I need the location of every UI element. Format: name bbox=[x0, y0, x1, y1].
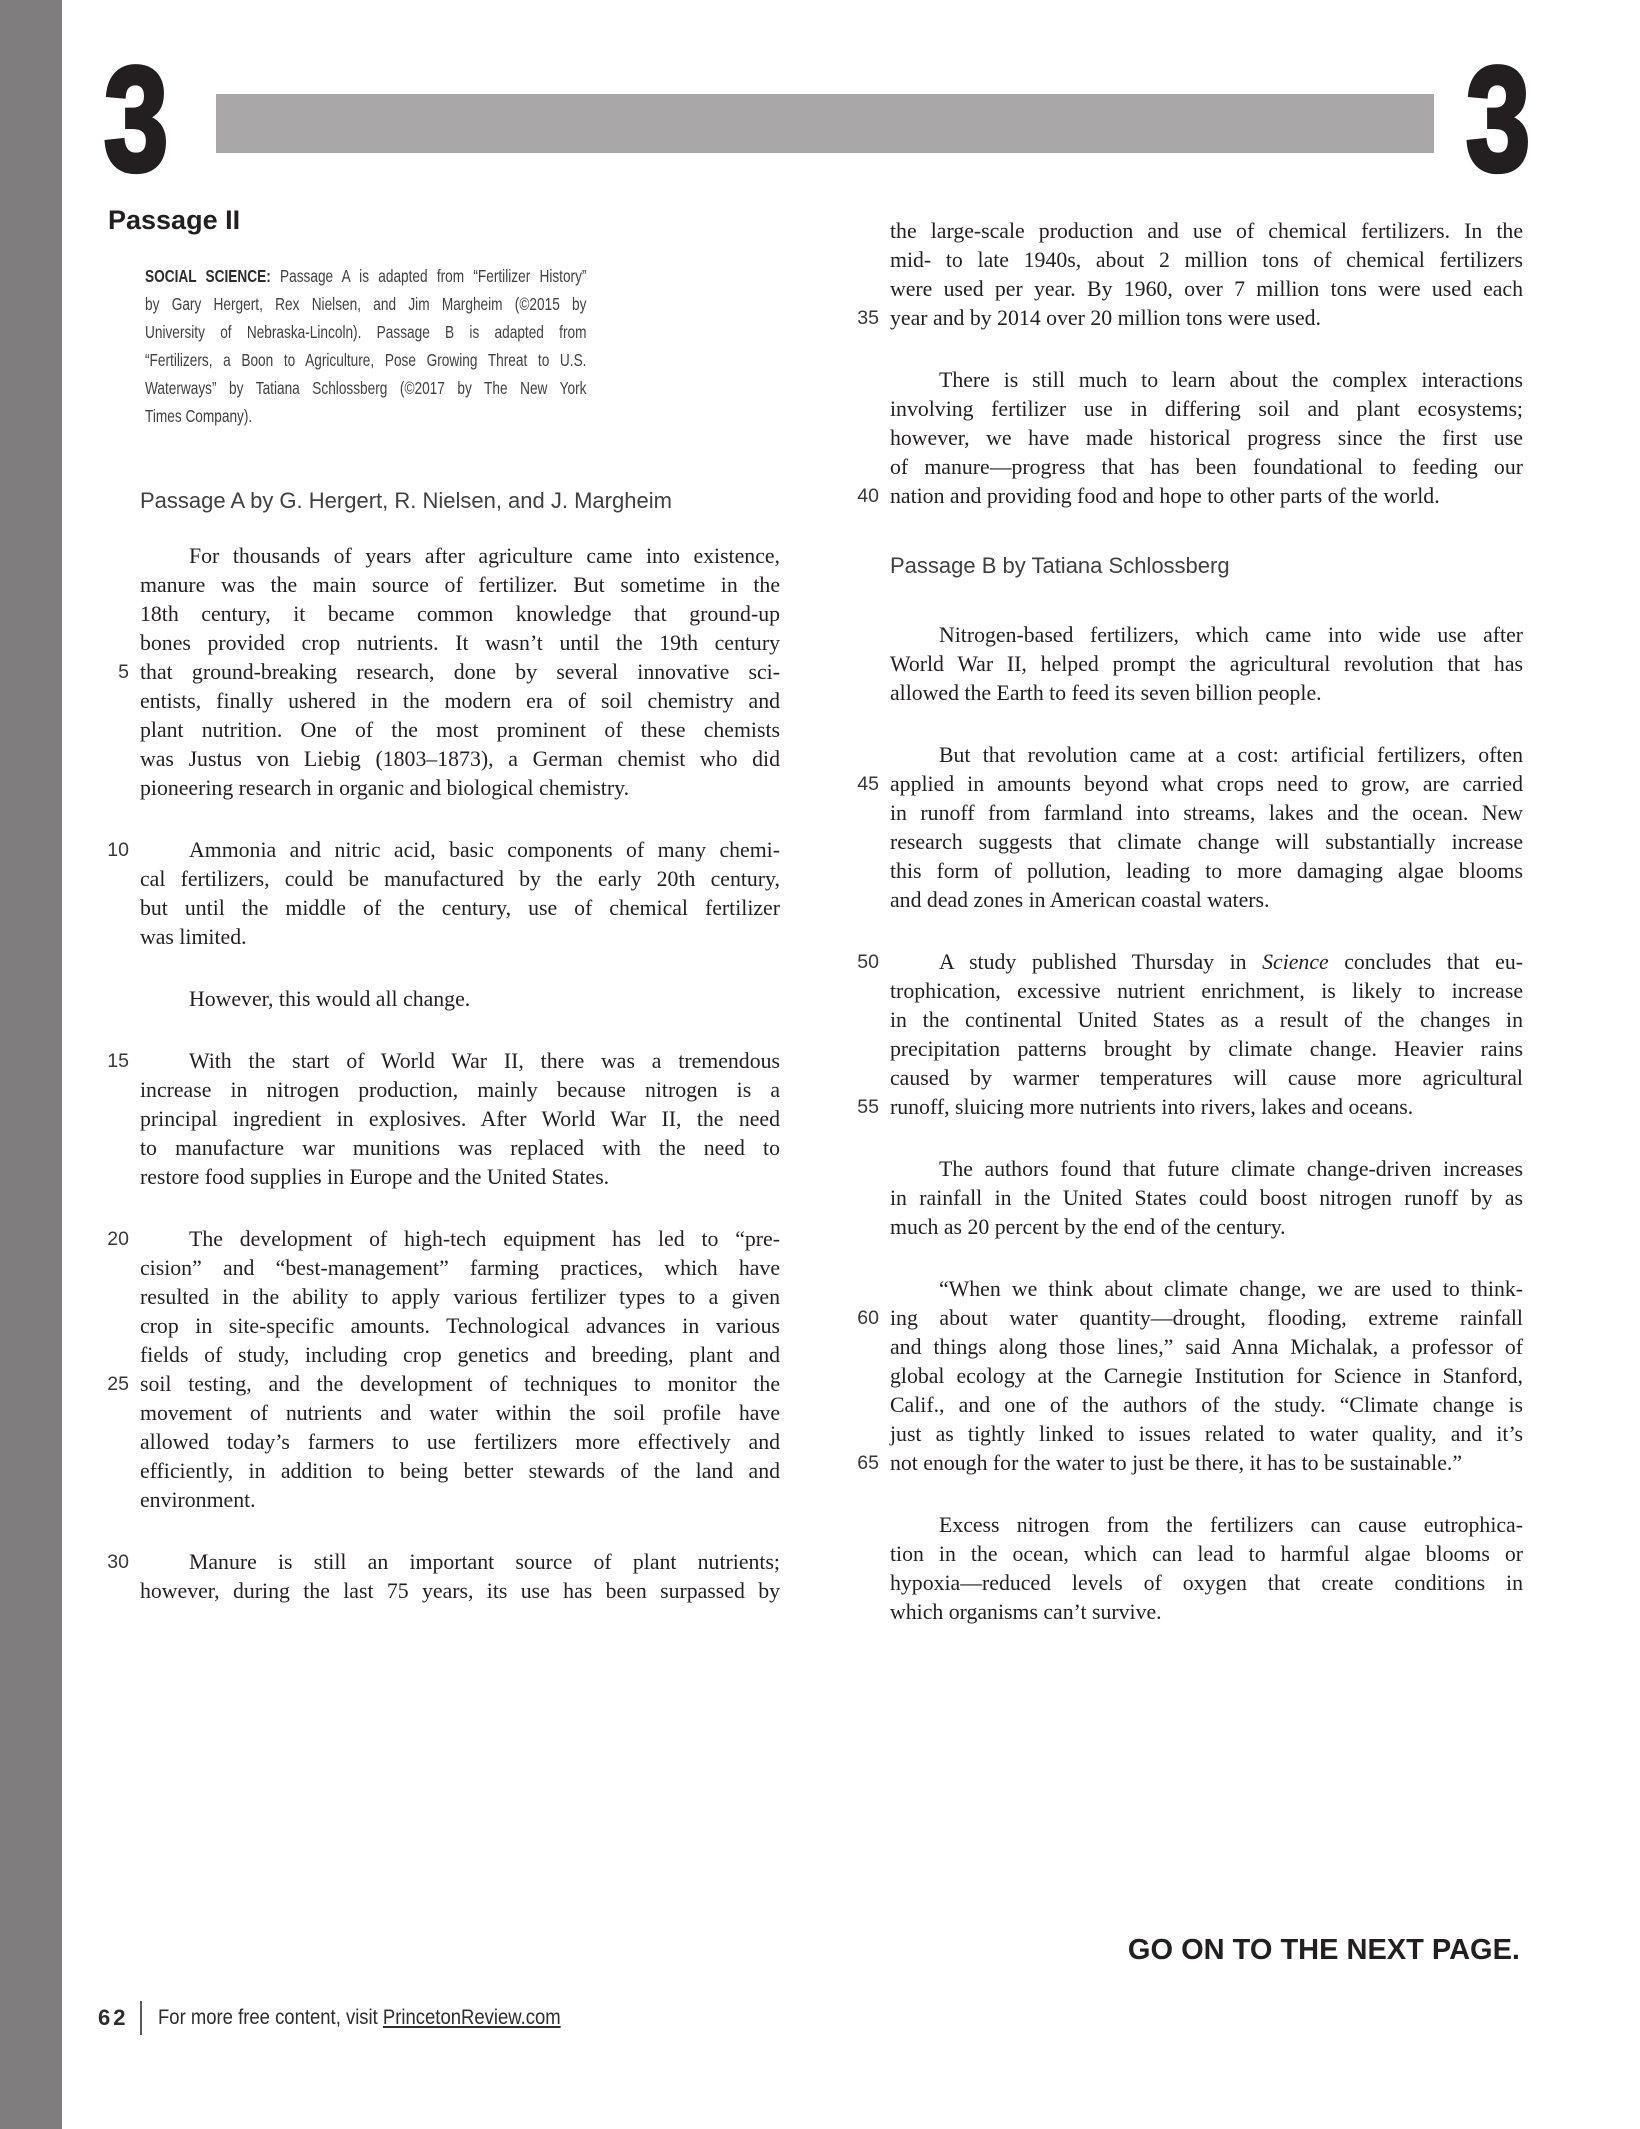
line-number: 5 bbox=[118, 661, 129, 683]
go-on-instruction: GO ON TO THE NEXT PAGE. bbox=[1127, 1934, 1520, 1966]
passage-line: resulted in the ability to apply various fertilizer types to a given bbox=[140, 1285, 780, 1309]
passage-line: However, this would all change. bbox=[189, 987, 471, 1011]
passage-line: bones provided crop nutrients. It wasn’t until the 19th century bbox=[140, 631, 780, 655]
passage-blurb bbox=[145, 262, 587, 432]
passage-title: Passage II bbox=[108, 205, 241, 235]
blurb-line: SOCIAL SCIENCE: Passage A is adapted from “Fertilizer History” bbox=[145, 266, 587, 286]
footer-tagline-text: For more free content, visit bbox=[158, 2006, 384, 2029]
line-number: 65 bbox=[857, 1452, 879, 1474]
passage-line: in runoff from farmland into streams, lakes and the ocean. New bbox=[890, 801, 1523, 825]
blurb-line: by Gary Hergert, Rex Nielsen, and Jim Margheim (©2015 by bbox=[145, 294, 587, 314]
passage-line: however, during the last 75 years, its use has been surpassed by bbox=[140, 1579, 780, 1603]
left-column bbox=[95, 205, 780, 1639]
passage-line: 55 runoff, sluicing more nutrients into rivers, lakes and oceans. bbox=[845, 1093, 1523, 1122]
passage-line: to manufacture war munitions was replaced with the need to bbox=[140, 1136, 780, 1160]
footer-page-number: 62 bbox=[98, 2005, 129, 2030]
page-edge-strip bbox=[0, 0, 62, 2129]
right-column-blocks bbox=[845, 217, 1523, 1627]
line-number: 20 bbox=[107, 1228, 129, 1250]
passage-line: and dead zones in American coastal waters. bbox=[890, 888, 1270, 912]
passage-paragraph bbox=[95, 836, 780, 952]
passage-line: in rainfall in the United States could boost nitrogen runoff by as bbox=[890, 1186, 1523, 1210]
passage-line: environment. bbox=[140, 1488, 256, 1512]
blurb-line: Times Company). bbox=[145, 406, 253, 426]
passage-line: “When we think about climate change, we are used to think- bbox=[939, 1277, 1523, 1301]
passage-line: just as tightly linked to issues related to water quality, and it’s bbox=[890, 1422, 1523, 1446]
passage-line: and things along those lines,” said Anna Michalak, a professor of bbox=[890, 1335, 1523, 1359]
footer-link[interactable]: PrincetonReview.com bbox=[383, 2006, 562, 2029]
blurb-line: Waterways” by Tatiana Schlossberg (©2017 by The New York bbox=[145, 378, 587, 398]
line-number: 45 bbox=[857, 773, 879, 795]
passage-line: 30 Manure is still an important source of plant nutrients; bbox=[95, 1548, 780, 1577]
passage-line: 25 soil testing, and the development of techniques to monitor the bbox=[95, 1370, 780, 1399]
passage-subheading: Passage A by G. Hergert, R. Nielsen, and J. Margheim bbox=[140, 488, 672, 513]
line-number: 10 bbox=[107, 839, 129, 861]
passage-line: were used per year. By 1960, over 7 million tons were used each bbox=[890, 277, 1523, 301]
line-number: 60 bbox=[857, 1307, 879, 1329]
passage-line: however, we have made historical progress since the first use bbox=[890, 426, 1523, 450]
footer-divider bbox=[140, 2001, 142, 2035]
line-number: 15 bbox=[107, 1050, 129, 1072]
left-column-blocks bbox=[95, 486, 780, 1606]
passage-line: World War II, helped prompt the agricultural revolution that has bbox=[890, 652, 1523, 676]
line-number: 55 bbox=[857, 1096, 879, 1118]
passage-line: 20 The development of high-tech equipment has led to “pre- bbox=[95, 1225, 780, 1254]
line-number: 30 bbox=[107, 1551, 129, 1573]
passage-line: Excess nitrogen from the fertilizers can cause eutrophica- bbox=[939, 1513, 1523, 1537]
blurb-category-label: SOCIAL SCIENCE: bbox=[145, 266, 271, 286]
passage-line: 5 that ground-breaking research, done by several innovative sci- bbox=[95, 658, 780, 687]
right-column bbox=[845, 205, 1523, 1660]
blurb-line: University of Nebraska-Lincoln). Passage B is adapted from bbox=[145, 322, 587, 342]
passage-line: Nitrogen-based fertilizers, which came into wide use after bbox=[939, 623, 1523, 647]
passage-line: tion in the ocean, which can lead to harmful algae blooms or bbox=[890, 1542, 1523, 1566]
passage-line: The authors found that future climate change-driven increases bbox=[939, 1157, 1523, 1181]
passage-line: which organisms can’t survive. bbox=[890, 1600, 1162, 1624]
passage-paragraph bbox=[845, 1155, 1523, 1242]
passage-line: research suggests that climate change will substantially increase bbox=[890, 830, 1523, 854]
passage-paragraph bbox=[95, 1225, 780, 1515]
passage-line: this form of pollution, leading to more damaging algae blooms bbox=[890, 859, 1523, 883]
passage-line: 10 Ammonia and nitric acid, basic components of many chemi- bbox=[95, 836, 780, 865]
passage-line: crop in site-specific amounts. Technological advances in various bbox=[140, 1314, 780, 1338]
passage-line: movement of nutrients and water within the soil profile have bbox=[140, 1401, 780, 1425]
passage-line: much as 20 percent by the end of the century. bbox=[890, 1215, 1286, 1239]
passage-line: 60 ing about water quantity—drought, flooding, extreme rainfall bbox=[845, 1304, 1523, 1333]
line-number: 35 bbox=[857, 307, 879, 329]
passage-paragraph bbox=[95, 1548, 780, 1606]
passage-line: manure was the main source of fertilizer. But sometime in the bbox=[140, 573, 780, 597]
passage-line: caused by warmer temperatures will cause more agricultural bbox=[890, 1066, 1523, 1090]
passage-line: But that revolution came at a cost: artificial fertilizers, often bbox=[939, 743, 1523, 767]
passage-line: hypoxia—reduced levels of oxygen that create conditions in bbox=[890, 1571, 1523, 1595]
passage-line: 40 nation and providing food and hope to other parts of the world. bbox=[845, 482, 1523, 511]
passage-line: cision” and “best-management” farming practices, which have bbox=[140, 1256, 780, 1280]
blurb-line: “Fertilizers, a Boon to Agriculture, Pose Growing Threat to U.S. bbox=[145, 350, 587, 370]
line-number: 25 bbox=[107, 1373, 129, 1395]
passage-line: in the continental United States as a result of the changes in bbox=[890, 1008, 1523, 1032]
passage-line: 50 A study published Thursday in Science concludes that eu- bbox=[845, 948, 1523, 977]
passage-line: increase in nitrogen production, mainly because nitrogen is a bbox=[140, 1078, 780, 1102]
passage-paragraph bbox=[845, 1275, 1523, 1478]
line-number: 50 bbox=[857, 951, 879, 973]
passage-paragraph bbox=[95, 985, 780, 1014]
passage-paragraph bbox=[845, 741, 1523, 915]
passage-line: trophication, excessive nutrient enrichment, is likely to increase bbox=[890, 979, 1523, 1003]
passage-paragraph bbox=[95, 542, 780, 803]
header-bar bbox=[216, 94, 1434, 153]
passage-line: mid- to late 1940s, about 2 million tons of chemical fertilizers bbox=[890, 248, 1523, 272]
passage-line: was Justus von Liebig (1803–1873), a German chemist who did bbox=[140, 747, 780, 771]
passage-blurb-text bbox=[145, 262, 586, 430]
passage-line: allowed the Earth to feed its seven billion people. bbox=[890, 681, 1322, 705]
passage-line: involving fertilizer use in differing soil and plant ecosystems; bbox=[890, 397, 1523, 421]
passage-line: cal fertilizers, could be manufactured by the early 20th century, bbox=[140, 867, 780, 891]
passage-line: principal ingredient in explosives. After World War II, the need bbox=[140, 1107, 780, 1131]
passage-line: the large-scale production and use of chemical fertilizers. In the bbox=[890, 219, 1523, 243]
passage-subheading: Passage B by Tatiana Schlossberg bbox=[890, 553, 1230, 578]
passage-line: global ecology at the Carnegie Institution for Science in Stanford, bbox=[890, 1364, 1523, 1388]
passage-line: 15 With the start of World War II, there was a tremendous bbox=[95, 1047, 780, 1076]
passage-paragraph bbox=[845, 621, 1523, 708]
line-number: 40 bbox=[857, 485, 879, 507]
passage-line: efficiently, in addition to being better stewards of the land and bbox=[140, 1459, 780, 1483]
passage-line: 45 applied in amounts beyond what crops need to grow, are carried bbox=[845, 770, 1523, 799]
passage-paragraph bbox=[845, 948, 1523, 1122]
passage-line: 35 year and by 2014 over 20 million tons were used. bbox=[845, 304, 1523, 333]
passage-line: pioneering research in organic and biological chemistry. bbox=[140, 776, 630, 800]
section-number-left: 3 bbox=[104, 37, 169, 202]
passage-line: allowed today’s farmers to use fertilizers more effectively and bbox=[140, 1430, 780, 1454]
passage-paragraph bbox=[845, 217, 1523, 333]
page-footer bbox=[98, 2001, 616, 2035]
footer-tagline bbox=[158, 2006, 561, 2030]
passage-line: For thousands of years after agriculture came into existence, bbox=[189, 544, 780, 568]
passage-line: was limited. bbox=[140, 925, 247, 949]
passage-line: precipitation patterns brought by climate change. Heavier rains bbox=[890, 1037, 1523, 1061]
section-number-right: 3 bbox=[1466, 37, 1531, 202]
passage-line: Calif., and one of the authors of the study. “Climate change is bbox=[890, 1393, 1523, 1417]
passage-line: of manure—progress that has been foundational to feeding our bbox=[890, 455, 1523, 479]
passage-line: restore food supplies in Europe and the United States. bbox=[140, 1165, 610, 1189]
passage-paragraph bbox=[845, 1511, 1523, 1627]
passage-paragraph bbox=[845, 366, 1523, 511]
passage-line: 18th century, it became common knowledge that ground-up bbox=[140, 602, 780, 626]
passage-line: 65 not enough for the water to just be there, it has to be sustainable.” bbox=[845, 1449, 1523, 1478]
passage-line: but until the middle of the century, use of chemical fertilizer bbox=[140, 896, 780, 920]
italicized-term: Science bbox=[1262, 950, 1329, 974]
passage-line: There is still much to learn about the complex interactions bbox=[939, 368, 1523, 392]
passage-line: plant nutrition. One of the most prominent of these chemists bbox=[140, 718, 780, 742]
passage-paragraph bbox=[95, 1047, 780, 1192]
passage-line: entists, finally ushered in the modern era of soil chemistry and bbox=[140, 689, 780, 713]
passage-line: fields of study, including crop genetics and breeding, plant and bbox=[140, 1343, 780, 1367]
